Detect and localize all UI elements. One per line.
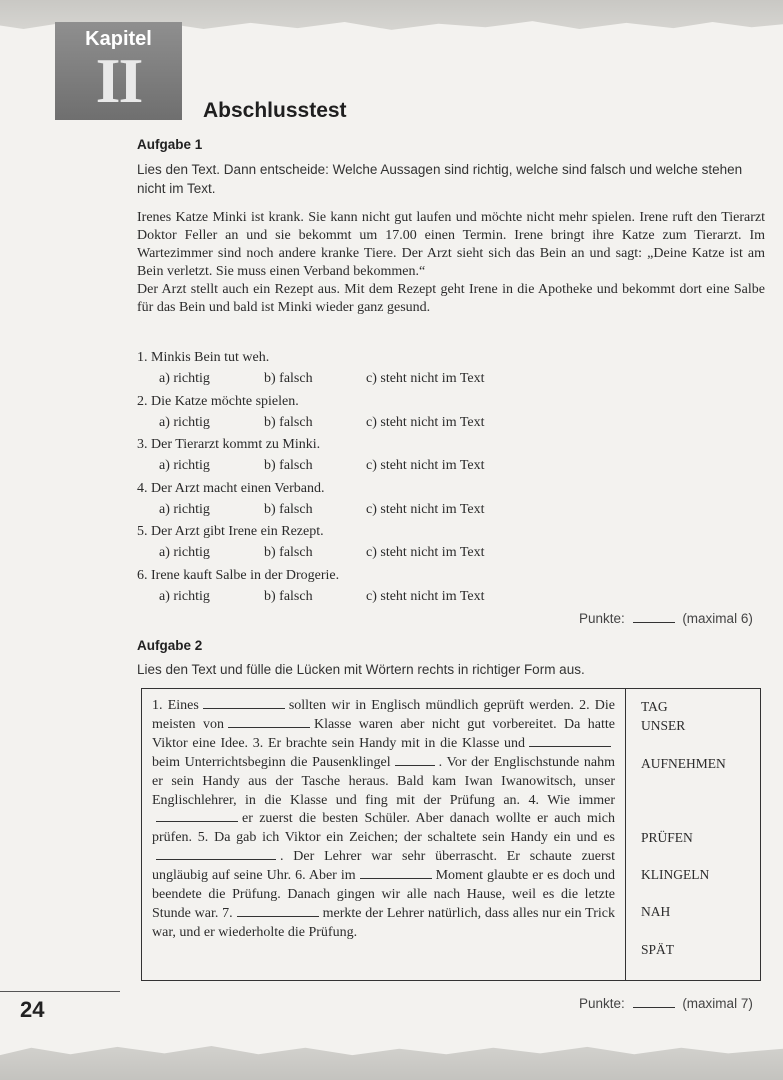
- question-stem: 2. Die Katze möchte spielen.: [137, 393, 299, 409]
- option-c: c) steht nicht im Text: [366, 371, 485, 386]
- question-item: [137, 350, 657, 394]
- gap-3: [529, 745, 611, 747]
- text-segment: . Der Lehrer war sehr überrascht. Er schaute zuerst ungläubig auf seine Uhr. 6. Aber im: [152, 849, 615, 884]
- text-line: Der Arzt stellt auch ein Rezept aus. Mit dem Rezept geht Irene in die Apotheke und bekommt dort eine Salbe für das Bein und bald ist Minki wieder ganz gesund.: [137, 282, 765, 315]
- score-max: (maximal 7): [682, 996, 753, 1011]
- question-stem: 3. Der Tierarzt kommt zu Minki.: [137, 437, 321, 453]
- gap-2: [228, 726, 310, 728]
- aufgabe2-instruction: Lies den Text und fülle die Lücken mit Wörtern rechts in richtiger Form aus.: [137, 662, 585, 677]
- word-bank-item: AUFNEHMEN: [641, 756, 726, 771]
- score-label: Punkte:: [579, 611, 625, 626]
- option-a: a) richtig: [159, 414, 210, 430]
- page-number: 24: [20, 997, 45, 1022]
- word-bank-item: NAH: [641, 904, 671, 919]
- page-title: Abschlusstest: [203, 99, 347, 122]
- aufgabe1-score: [579, 611, 753, 626]
- word-bank-item: KLINGELN: [641, 867, 710, 882]
- word-bank-item: TAG: [641, 699, 668, 714]
- aufgabe2-gap-fill-table: [141, 688, 761, 981]
- question-stem: 5. Der Arzt gibt Irene ein Rezept.: [137, 524, 324, 540]
- aufgabe2-score: [579, 996, 753, 1011]
- question-item: [137, 524, 657, 568]
- text-line: Irene bringt ihre Katze zum Tierarzt. Im Wartezimmer sind noch andere kranke Tiere.: [137, 228, 766, 261]
- text-segment: beim Unterrichtsbeginn die Pausenklingel: [152, 754, 391, 770]
- word-bank-item: PRÜFEN: [641, 830, 693, 845]
- text-segment: . Vor der Englischstunde nahm er sein Handy aus der Tasche heraus. Bald kam Iwan Iwanowitsch, unser Englischlehrer, in die Klasse und fing mit der Prüfung an. 4. Wie immer: [152, 754, 615, 808]
- option-a: a) richtig: [159, 458, 210, 474]
- gap-8: [237, 915, 319, 917]
- text-segment: Klasse waren aber nicht gut vorbereitet. Da hatte Viktor eine Idee. 3. Er brachte sein Handy mit in die Klasse und: [152, 716, 616, 751]
- question-item: [137, 481, 657, 525]
- gap-6: [156, 858, 276, 860]
- option-b: b) falsch: [264, 545, 313, 561]
- gap-4: [395, 764, 435, 766]
- option-b: b) falsch: [264, 501, 313, 517]
- text-segment: er zuerst die besten Schüler. Aber danach wollte er auch mich prüfen. 5. Da gab ich Viktor ein Zeichen; der schaltete sein Handy ein und es: [152, 811, 615, 846]
- text-segment: 1. Eines: [152, 698, 199, 713]
- question-stem: 6. Irene kauft Salbe in der Drogerie.: [137, 567, 340, 583]
- score-blank: [633, 1006, 675, 1008]
- chapter-word: Kapitel: [85, 28, 152, 50]
- option-a: a) richtig: [159, 588, 210, 604]
- word-bank-item: SPÄT: [641, 942, 675, 957]
- question-item: [137, 568, 657, 612]
- option-a: a) richtig: [159, 545, 210, 561]
- page-number-rule: [0, 991, 120, 992]
- text-line: Irenes Katze Minki ist krank. Sie kann nicht gut laufen und möchte nicht mehr spielen.: [137, 210, 636, 225]
- question-item: [137, 437, 657, 481]
- text-segment: merkte der Lehrer natürlich, dass alles nur ein Trick war, und er wiederholte die Prüfung.: [152, 905, 615, 940]
- option-a: a) richtig: [159, 501, 210, 517]
- torn-paper-bottom-edge: [0, 1034, 783, 1080]
- aufgabe1-heading: Aufgabe 1: [137, 137, 203, 152]
- option-b: b) falsch: [264, 371, 313, 386]
- option-c: c) steht nicht im Text: [366, 458, 485, 474]
- score-label: Punkte:: [579, 996, 625, 1011]
- option-c: c) steht nicht im Text: [366, 501, 485, 517]
- gap-1: [203, 707, 285, 709]
- chapter-numeral: II: [95, 45, 142, 116]
- word-bank-item: UNSER: [641, 718, 686, 733]
- chapter-badge: [55, 22, 182, 120]
- text-line: Der Arzt sieht sich das Bein an und sagt: „Deine Katze ist am Bein verletzt. Sie muss einen Verband bekommen.“: [137, 246, 766, 279]
- table-divider: [625, 689, 626, 980]
- option-a: a) richtig: [159, 371, 210, 386]
- option-b: b) falsch: [264, 458, 313, 474]
- text-segment: sollten wir in Englisch mündlich geprüft werden. 2. Die meisten von: [152, 698, 615, 732]
- gap-5: [156, 820, 238, 822]
- gap-fill-text: [152, 697, 615, 943]
- option-c: c) steht nicht im Text: [366, 545, 485, 561]
- question-stem: 1. Minkis Bein tut weh.: [137, 350, 270, 365]
- aufgabe1-instruction: Lies den Text. Dann entscheide: Welche Aussagen sind richtig, welche sind falsch und welche stehen nicht im Text.: [137, 162, 743, 196]
- aufgabe1-reading-text: [137, 209, 765, 317]
- gap-7: [360, 877, 432, 879]
- option-b: b) falsch: [264, 414, 313, 430]
- question-stem: 4. Der Arzt macht einen Verband.: [137, 480, 325, 496]
- aufgabe2-heading: Aufgabe 2: [137, 638, 203, 653]
- text-line: Irene ruft den Tierarzt Doktor Feller an und sie bekommt um 17.00 einen Termin.: [137, 210, 766, 243]
- option-c: c) steht nicht im Text: [366, 588, 485, 604]
- score-blank: [633, 621, 675, 623]
- score-max: (maximal 6): [682, 611, 753, 626]
- option-c: c) steht nicht im Text: [366, 414, 485, 430]
- option-b: b) falsch: [264, 588, 313, 604]
- text-segment: Moment glaubte er es doch und beendete die Prüfung. Danach gingen wir alle nach Hause, weil es die letzte Stunde war. 7.: [152, 868, 615, 921]
- question-item: [137, 394, 657, 438]
- aufgabe1-questions: [137, 350, 657, 612]
